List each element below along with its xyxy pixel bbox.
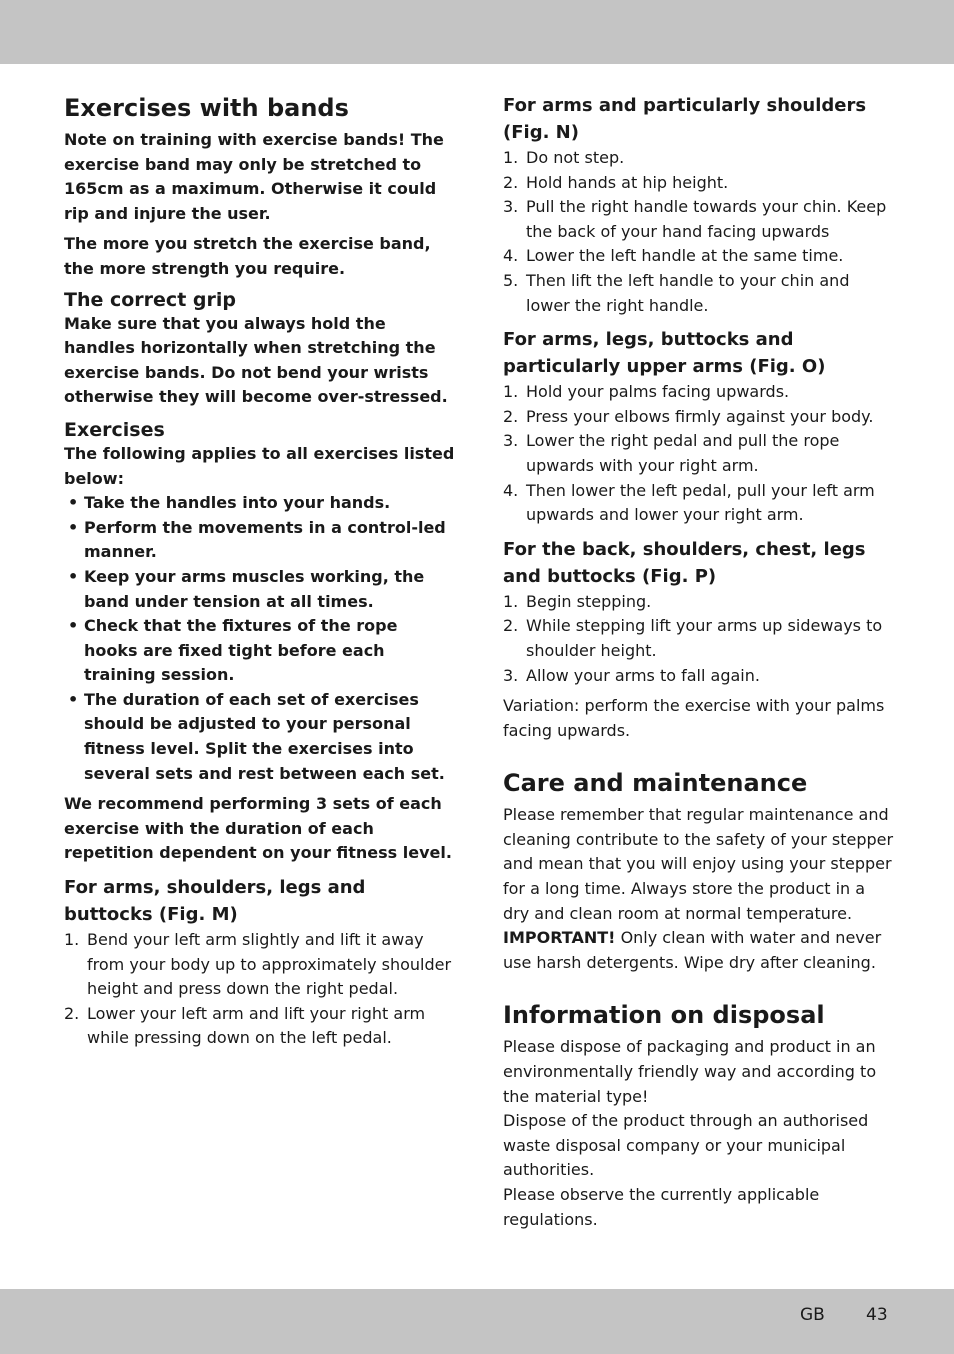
exercise-rule-item: • Perform the movements in a control-led manner. (64, 516, 456, 565)
correct-grip-heading: The correct grip (64, 288, 236, 311)
fig-o-step: 2. Press your elbows firmly against your body. (503, 406, 874, 426)
fig-o-step: 4. Then lower the left pedal, pull your left arm upwards and lower your right arm. (503, 480, 875, 525)
language-code: GB (800, 1305, 825, 1325)
care-maintenance-heading: Care and maintenance (503, 769, 808, 798)
exercise-rule-item: • Take the handles into your hands. (64, 491, 456, 516)
fig-m-heading: For arms, shoulders, legs and buttocks (Fig. M) (64, 877, 366, 926)
fig-p-step: 3. Allow your arms to fall again. (503, 665, 760, 685)
disposal-text-3: Please observe the currently applicable regulations. (503, 1185, 820, 1229)
exercises-intro: The following applies to all exercises listed below: (64, 443, 455, 488)
disposal-text-1: Please dispose of packaging and product in an environmentally friendly way and according to the material type! (503, 1037, 877, 1106)
exercise-rule-item: • Keep your arms muscles working, the band under tension at all times. (64, 565, 456, 614)
fig-m-steps (64, 928, 456, 1051)
fig-o-steps (503, 380, 895, 528)
fig-n-step: 2. Hold hands at hip height. (503, 172, 729, 192)
fig-n-steps (503, 146, 895, 318)
recommendation-text: We recommend performing 3 sets of each exercise with the duration of each repetition dependent on your fitness level. (64, 794, 452, 863)
fig-m-step: 2. Lower your left arm and lift your right arm while pressing down on the left pedal. (64, 1003, 426, 1048)
section-title-exercises-with-bands: Exercises with bands (64, 94, 349, 122)
fig-m-step: 1. Bend your left arm slightly and lift it away from your body up to approximately shoulder height and press down the right pedal. (64, 930, 452, 999)
fig-o-step: 1. Hold your palms facing upwards. (503, 382, 790, 402)
fig-o-heading: For arms, legs, buttocks and particularly upper arms (Fig. O) (503, 329, 826, 378)
fig-p-steps (503, 590, 895, 688)
fig-n-step: 4. Lower the left handle at the same time. (503, 246, 844, 266)
variation-text: Variation: perform the exercise with your palms facing upwards. (503, 696, 885, 740)
correct-grip-text: Make sure that you always hold the handles horizontally when stretching the exercise bands. Do not bend your wrists otherwise they will become over-stressed. (64, 313, 448, 407)
fig-n-step: 5. Then lift the left handle to your chin and lower the right handle. (503, 270, 850, 315)
band-strength-note: The more you stretch the exercise band, the more strength you require. (64, 234, 431, 278)
fig-p-step: 2. While stepping lift your arms up sideways to shoulder height. (503, 616, 883, 660)
disposal-text-2: Dispose of the product through an authorised waste disposal company or your municipal authorities. (503, 1111, 869, 1180)
fig-n-heading: For arms and particularly shoulders (Fig. N) (503, 95, 867, 143)
fig-n-step: 1. Do not step. (503, 148, 625, 167)
exercises-heading: Exercises (64, 418, 165, 441)
fig-p-step: 1. Begin stepping. (503, 591, 652, 611)
important-label: IMPORTANT! (503, 928, 616, 948)
fig-p-heading: For the back, shoulders, chest, legs and buttocks (Fig. P) (503, 538, 866, 587)
fig-n-step: 3. Pull the right handle towards your chin. Keep the back of your hand facing upwards (503, 197, 887, 241)
band-warning-note: Note on training with exercise bands! The exercise band may only be stretched to 165cm as a maximum. Otherwise it could rip and injure the user. (64, 130, 444, 223)
fig-o-step: 3. Lower the right pedal and pull the rope upwards with your right arm. (503, 431, 840, 475)
right-column (503, 92, 895, 1238)
header-bar (0, 0, 954, 64)
care-maintenance-text: Please remember that regular maintenance and cleaning contribute to the safety of your stepper and mean that you will enjoy using your stepper for a long time. Always store the product in a dry and clean room at normal temperature. IMPORTANT! Only clean with water and never use harsh detergents. Wipe dry after cleaning. (503, 805, 894, 972)
exercise-rules-list (64, 491, 456, 786)
exercise-rule-item: • Check that the fixtures of the rope hooks are fixed tight before each training session. (64, 614, 456, 688)
exercise-rule-item: • The duration of each set of exercises should be adjusted to your personal fitness level. Split the exercises into several sets and rest between each set. (64, 688, 456, 786)
disposal-heading: Information on disposal (503, 1001, 825, 1030)
left-column (64, 92, 456, 1057)
page-number: 43 (866, 1305, 888, 1325)
